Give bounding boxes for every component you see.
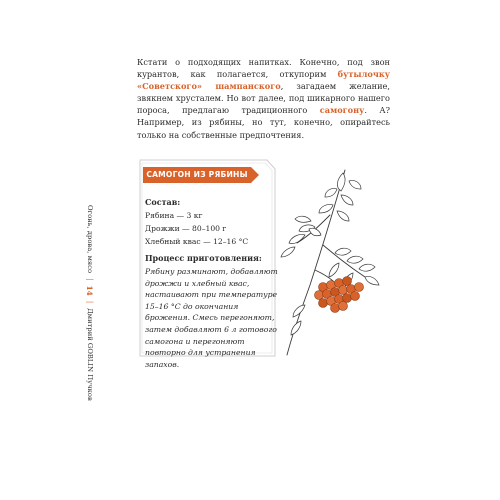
page-number: 14 [85, 285, 95, 296]
ingredient-item: Дрожжи — 80–100 г [145, 224, 227, 233]
author-name: Дмитрий GOBLIN Пучков [86, 308, 94, 401]
intro-text-1: Кстати о подходящих напитках. Конечно, под звон курантов, как полагается, откупорим [137, 57, 390, 80]
ingredient-item: Хлебный квас — 12–16 °C [145, 237, 249, 246]
separator-icon: | [86, 300, 94, 304]
intro-paragraph [137, 56, 390, 141]
ingredients-title: Состав: [145, 197, 181, 207]
ingredient-item: Рябина — 3 кг [145, 211, 203, 220]
highlight-samogon: самогону [319, 105, 365, 116]
badge-arrow-tail [251, 167, 261, 183]
intro-text-3: . А? Например, из рябины, но тут, конечно, опирайтесь только на собственные предпочтения. [137, 105, 391, 140]
highlight-champagne: бутылочку «Советского» шампанского [137, 69, 390, 92]
separator-icon: | [86, 278, 94, 281]
book-title: Огонь, дрова, мясо [86, 205, 94, 274]
recipe-title: САМОГОН ИЗ РЯБИНЫ [143, 167, 251, 183]
running-head [85, 205, 110, 401]
intro-text-2: , загадаем желание, звякнем хрусталем. Но вот далее, под шикарного нашего пороса, предлагаю традиционного [137, 81, 390, 116]
process-text: Рябину разминают, добавляют дрожжи и хлебный квас, настаивают при температуре 15–16 °C до окончания брожения. Смесь перегоняют, затем добавляют 6 л готового самогона и перегоняют повторно для устранения запахов. [145, 267, 278, 369]
process-title: Процесс приготовления: [145, 253, 262, 263]
rowan-branch-illustration [275, 165, 395, 365]
